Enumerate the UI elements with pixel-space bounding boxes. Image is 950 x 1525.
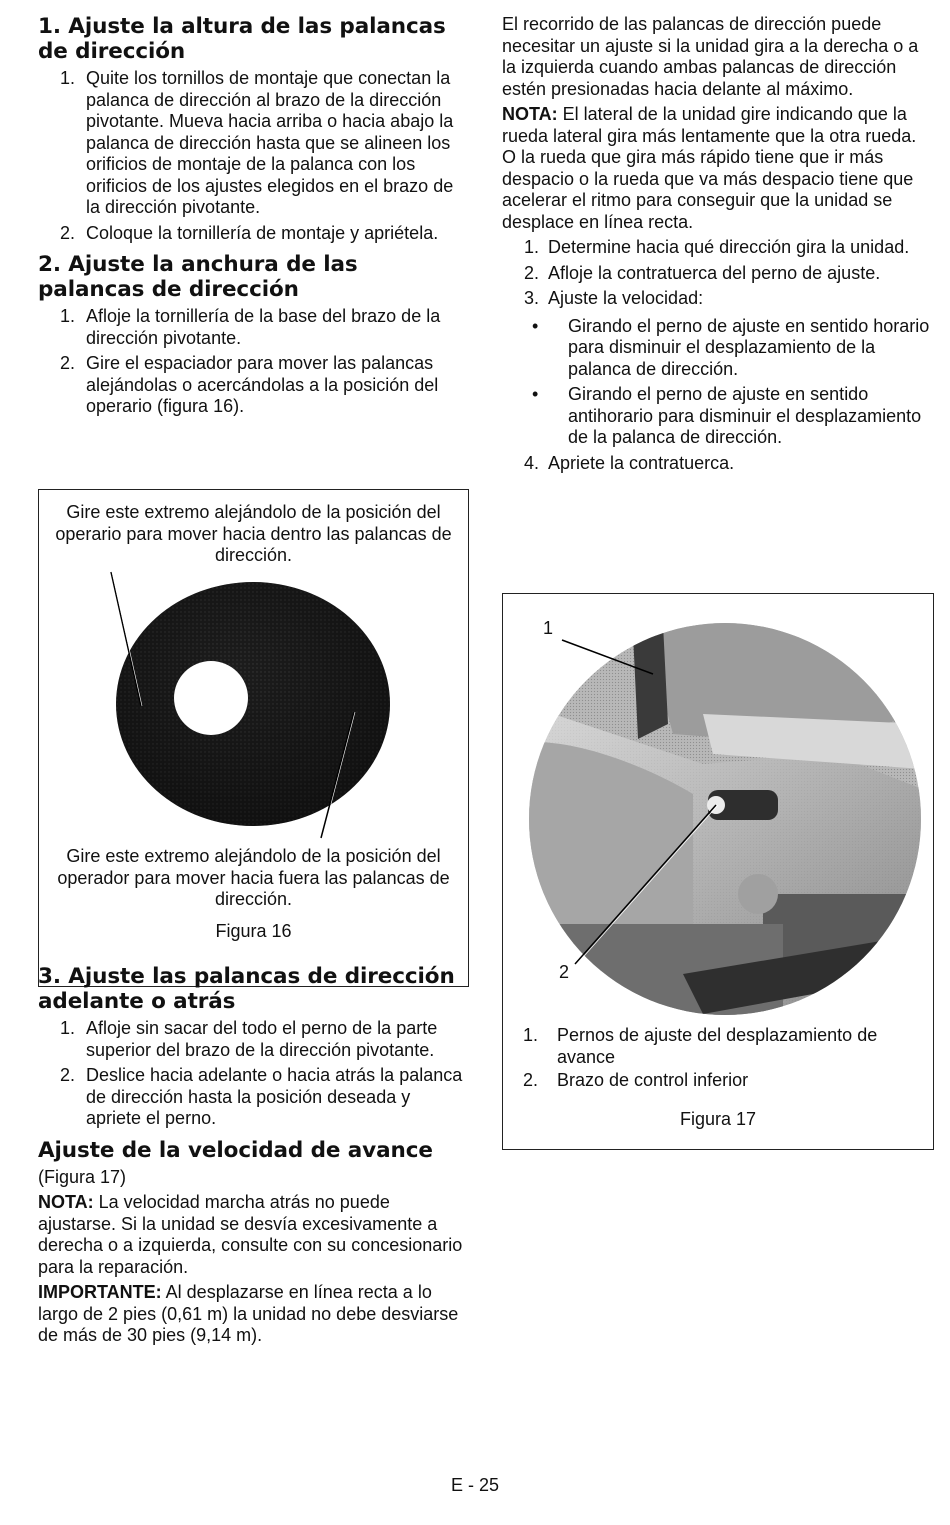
step-text: Coloque la tornillería de montaje y apriétela. (86, 222, 439, 243)
step-number: 1. (60, 68, 76, 88)
mower-photo (503, 594, 935, 1024)
list-item (502, 237, 932, 259)
legend-number: 1. (523, 1025, 539, 1045)
steps-speed-final (502, 453, 932, 475)
list-item (38, 223, 470, 245)
steps-height (38, 68, 470, 244)
note-text: El lateral de la unidad gire indicando que la rueda lateral gira más lentamente que la otra rueda. O la rueda que gira más rápido tiene que ir más despacio o la rueda que va más despacio tiene que acelerar el ritmo para conseguir que la unidad se desplace en línea recta. (502, 104, 917, 232)
step-text: Ajuste la velocidad: (548, 288, 704, 308)
note-label: NOTA: (502, 104, 558, 124)
step-number: 1. (60, 1018, 76, 1038)
list-item (38, 1065, 470, 1130)
step-number: 4. (524, 452, 540, 473)
section-title-forward-back: 3. Ajuste las palancas de dirección adelante o atrás (38, 964, 455, 1014)
important-paragraph (38, 1282, 470, 1347)
spacer-hole (174, 661, 248, 735)
legend-text: Pernos de ajuste del desplazamiento de avance (557, 1025, 878, 1067)
step-text: Quite los tornillos de montaje que conectan la palanca de dirección al brazo de la dirección pivotante. Mueva hacia arriba o hacia abajo la palanca de dirección hasta que se alineen los orificios de montaje de la palanca con los orificios de los ajustes elegidos en el brazo de la dirección pivotante. (86, 68, 454, 217)
figure-16-label: Figura 16 (215, 921, 292, 941)
list-item (502, 384, 932, 449)
list-item (38, 68, 470, 219)
list-item (502, 288, 932, 310)
list-item (38, 1018, 470, 1061)
page-number: E - 25 (450, 1475, 500, 1495)
step-text: Gire el espaciador para mover las palancas alejándolas o acercándolas a la posición del operario (figura 16). (86, 353, 439, 416)
figure-reference: (Figura 17) (38, 1166, 127, 1187)
speed-bullets (502, 316, 932, 449)
spacer-illustration (39, 490, 470, 988)
bullet-text: Girando el perno de ajuste en sentido antihorario para disminuir el desplazamiento de la palanca de dirección. (568, 384, 922, 447)
step-text: Deslice hacia adelante o hacia atrás la palanca de dirección hasta la posición deseada y apriete el perno. (86, 1065, 463, 1128)
step-number: 2. (60, 353, 76, 373)
figure-16-caption-top: Gire este extremo alejándolo de la posición del operario para mover hacia dentro las palancas de dirección. (55, 502, 452, 565)
step-text: Afloje la tornillería de la base del brazo de la dirección pivotante. (86, 306, 441, 348)
step-text: Determine hacia qué dirección gira la unidad. (548, 237, 910, 257)
figure-17-legend (523, 1025, 923, 1094)
left-column (38, 14, 470, 424)
note-text: La velocidad marcha atrás no puede ajustarse. Si la unidad se desvía excesivamente a derecha o a izquierda, consulte con su concesionario para la reparación. (38, 1192, 463, 1277)
right-column (502, 14, 932, 480)
figure-17 (502, 593, 934, 1150)
left-column-lower (38, 964, 470, 1351)
list-item (502, 316, 932, 381)
steps-speed (502, 237, 932, 310)
list-item (502, 453, 932, 475)
step-number: 3. (524, 288, 540, 308)
list-item (38, 306, 470, 349)
legend-item (523, 1025, 923, 1068)
callout-label-2: 2 (559, 962, 570, 982)
step-number: 1. (524, 237, 540, 257)
bullet-text: Girando el perno de ajuste en sentido horario para disminuir el desplazamiento de la palanca de dirección. (568, 315, 930, 379)
important-text: Al desplazarse en línea recta a lo largo de 2 pies (0,61 m) la unidad no debe desviarse de más de 30 pies (9,14 m). (38, 1282, 459, 1345)
legend-text: Brazo de control inferior (557, 1070, 749, 1090)
bullet: • (532, 384, 539, 404)
step-text: Afloje sin sacar del todo el perno de la parte superior del brazo de la dirección pivotante. (86, 1018, 438, 1060)
note-paragraph (38, 1192, 470, 1278)
step-number: 2. (60, 222, 76, 243)
figure-16-caption-bottom: Gire este extremo alejándolo de la posición del operador para mover hacia fuera las palancas de dirección. (57, 846, 450, 909)
list-item (38, 353, 470, 418)
bullet: • (532, 315, 539, 336)
step-text: Apriete la contratuerca. (548, 452, 735, 473)
section-title-width: 2. Ajuste la anchura de las palancas de dirección (38, 252, 358, 302)
step-number: 2. (524, 262, 540, 283)
legend-item (523, 1070, 923, 1092)
intro-paragraph: El recorrido de las palancas de dirección puede necesitar un ajuste si la unidad gira a la derecha o a la izquierda cuando ambas palancas de dirección estén presionadas hacia delante al máximo. (502, 14, 919, 99)
section-title-height: 1. Ajuste la altura de las palancas de dirección (38, 14, 446, 64)
figure-17-label: Figura 17 (679, 1109, 757, 1129)
section-title-speed: Ajuste de la velocidad de avance (38, 1137, 433, 1163)
important-label: IMPORTANTE: (38, 1282, 162, 1302)
note-label: NOTA: (38, 1192, 94, 1212)
step-number: 2. (60, 1065, 76, 1085)
legend-number: 2. (523, 1070, 539, 1090)
list-item (502, 263, 932, 285)
steps-forward-back (38, 1018, 470, 1130)
figure-16 (38, 489, 469, 987)
step-number: 1. (60, 306, 76, 326)
step-text: Afloje la contratuerca del perno de ajuste. (548, 262, 881, 283)
steps-width (38, 306, 470, 418)
callout-label-1: 1 (543, 618, 554, 638)
note-paragraph (502, 104, 932, 233)
